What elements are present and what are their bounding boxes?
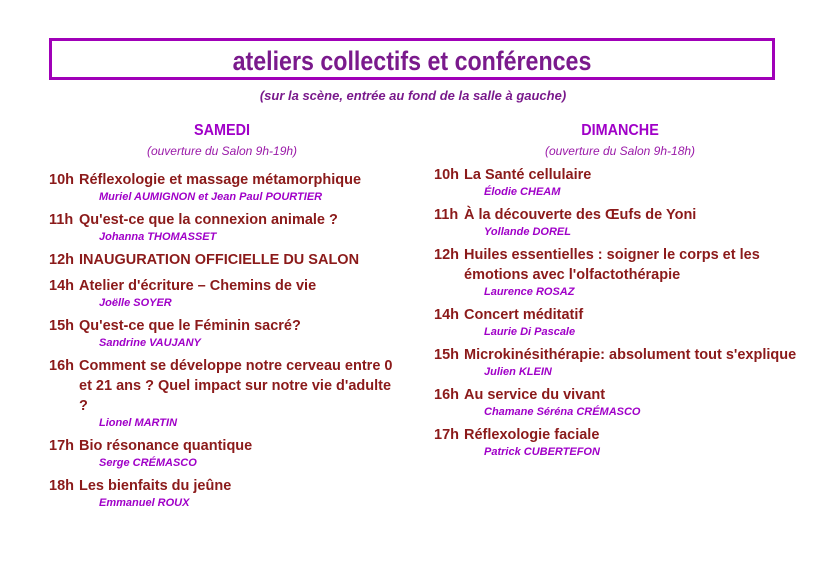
saturday-hours: (ouverture du Salon 9h-19h) bbox=[146, 144, 298, 158]
event-time: 11h bbox=[49, 212, 74, 228]
list-item bbox=[49, 250, 399, 270]
event-title: Atelier d'écriture – Chemins de vie bbox=[79, 278, 317, 294]
sunday-heading: DIMANCHE bbox=[581, 122, 659, 139]
event-time: 16h bbox=[434, 387, 459, 403]
event-time: 10h bbox=[49, 172, 74, 188]
event-title: Bio résonance quantique bbox=[79, 438, 253, 454]
sunday-event-list bbox=[434, 165, 797, 459]
list-item bbox=[49, 210, 399, 244]
list-item bbox=[434, 385, 794, 419]
event-speaker: Lionel MARTIN bbox=[99, 417, 178, 429]
event-time: 17h bbox=[49, 438, 74, 454]
title-box bbox=[49, 38, 775, 80]
event-time: 18h bbox=[49, 478, 74, 494]
list-item bbox=[434, 345, 797, 379]
event-speaker: Élodie CHEAM bbox=[484, 186, 561, 198]
event-time: 12h bbox=[49, 252, 74, 268]
saturday-heading: SAMEDI bbox=[193, 122, 250, 139]
list-item bbox=[434, 165, 794, 199]
event-title: À la découverte des Œufs de Yoni bbox=[464, 207, 697, 223]
event-speaker: Patrick CUBERTEFON bbox=[484, 446, 600, 458]
list-item bbox=[434, 425, 794, 459]
event-title: Huiles essentielles : soigner le corps et les émotions avec l'olfactothérapie bbox=[464, 247, 760, 283]
event-title: INAUGURATION OFFICIELLE DU SALON bbox=[79, 252, 360, 268]
list-item bbox=[49, 356, 399, 430]
list-item bbox=[434, 205, 794, 239]
sunday-column bbox=[434, 122, 797, 465]
event-speaker: Julien KLEIN bbox=[484, 366, 552, 378]
event-time: 15h bbox=[49, 318, 74, 334]
event-speaker: Laurence ROSAZ bbox=[484, 286, 575, 298]
sunday-hours: (ouverture du Salon 9h-18h) bbox=[544, 144, 696, 158]
list-item bbox=[49, 436, 399, 470]
event-time: 11h bbox=[434, 207, 459, 223]
event-speaker: Chamane Séréna CRÉMASCO bbox=[484, 406, 641, 418]
event-speaker: Muriel AUMIGNON et Jean Paul POURTIER bbox=[99, 191, 323, 203]
event-speaker: Joëlle SOYER bbox=[99, 297, 172, 309]
list-item bbox=[49, 276, 399, 310]
event-speaker: Sandrine VAUJANY bbox=[99, 337, 201, 349]
event-time: 14h bbox=[49, 278, 74, 294]
page-title: ateliers collectifs et conférences bbox=[232, 46, 592, 76]
event-speaker: Serge CRÉMASCO bbox=[99, 457, 197, 469]
event-title: Qu'est-ce que la connexion animale ? bbox=[79, 212, 338, 228]
event-title: Réflexologie faciale bbox=[464, 427, 600, 443]
event-title: Comment se développe notre cerveau entre 0 et 21 ans ? Quel impact sur notre vie d'adulte ? bbox=[79, 358, 393, 414]
list-item bbox=[434, 305, 794, 339]
event-time: 12h bbox=[434, 247, 459, 263]
event-title: Qu'est-ce que le Féminin sacré? bbox=[79, 318, 301, 334]
event-title: Concert méditatif bbox=[464, 307, 584, 323]
event-time: 10h bbox=[434, 167, 459, 183]
list-item bbox=[434, 245, 794, 299]
saturday-column bbox=[49, 122, 399, 516]
event-time: 17h bbox=[434, 427, 459, 443]
event-title: Au service du vivant bbox=[464, 387, 606, 403]
page-subtitle: (sur la scène, entrée au fond de la salle à gauche) bbox=[259, 88, 567, 103]
event-title: La Santé cellulaire bbox=[464, 167, 592, 183]
list-item bbox=[49, 476, 399, 510]
list-item bbox=[49, 316, 399, 350]
event-speaker: Emmanuel ROUX bbox=[99, 497, 190, 509]
event-speaker: Johanna THOMASSET bbox=[99, 231, 217, 243]
event-speaker: Yollande DOREL bbox=[484, 226, 571, 238]
event-time: 15h bbox=[434, 347, 459, 363]
event-time: 16h bbox=[49, 358, 74, 374]
event-speaker: Laurie Di Pascale bbox=[484, 326, 576, 338]
event-time: 14h bbox=[434, 307, 459, 323]
saturday-event-list bbox=[49, 170, 399, 510]
event-title: Microkinésithérapie: absolument tout s'explique bbox=[464, 347, 797, 363]
list-item bbox=[49, 170, 399, 204]
event-title: Les bienfaits du jeûne bbox=[79, 478, 232, 494]
event-title: Réflexologie et massage métamorphique bbox=[79, 172, 362, 188]
